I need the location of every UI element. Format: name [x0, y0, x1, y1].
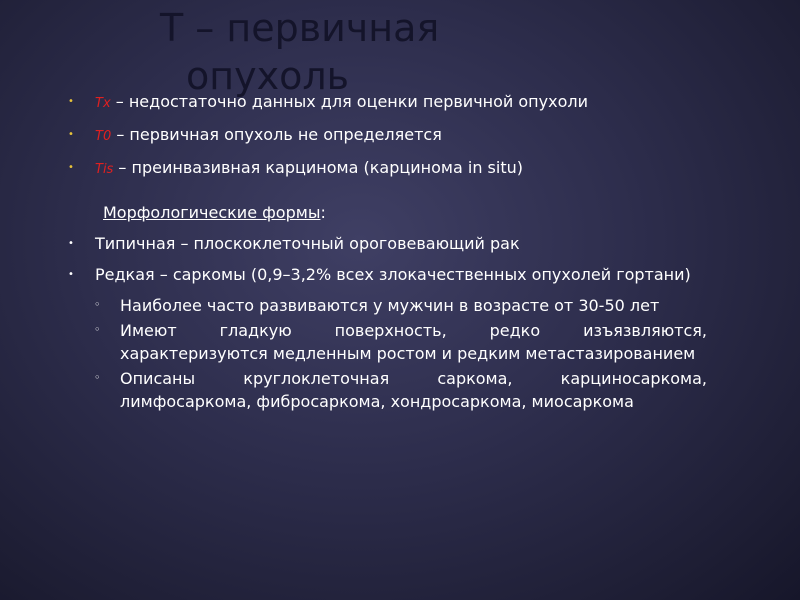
- item-text: – недостаточно данных для оценки первичной опухоли: [115, 92, 588, 111]
- circle-bullet-icon: ◦: [94, 323, 101, 336]
- list-item-t0: [66, 123, 707, 148]
- sub-item: [66, 319, 707, 365]
- term-label: Tx: [95, 96, 111, 111]
- item-text: Редкая – саркомы (0,9–3,2% всех злокачественных опухолей гортани): [95, 265, 691, 284]
- title-line-2: опухоль: [186, 54, 350, 98]
- morphology-heading-suffix: :: [320, 203, 326, 222]
- item-text: Типичная – плоскоклеточный ороговевающий рак: [95, 234, 520, 253]
- bullet-icon: •: [68, 238, 74, 249]
- term-label: Tis: [95, 162, 114, 177]
- bullet-icon: •: [68, 269, 74, 280]
- sub-item: [66, 294, 707, 317]
- bullet-icon: •: [68, 96, 74, 107]
- list-item-typical: [66, 232, 707, 255]
- list-item-rare: [66, 263, 707, 286]
- sub-item: [66, 367, 707, 413]
- slide-content: [66, 90, 707, 415]
- bullet-icon: •: [68, 129, 74, 140]
- item-text: – первичная опухоль не определяется: [116, 125, 442, 144]
- term-label: T0: [95, 129, 112, 144]
- list-item-tis: [66, 156, 707, 181]
- morphology-heading: [66, 201, 707, 224]
- morphology-heading-text: Морфологические формы: [103, 203, 321, 222]
- bullet-icon: •: [68, 162, 74, 173]
- title-line-1: Т – первичная: [160, 6, 440, 50]
- circle-bullet-icon: ◦: [94, 298, 101, 311]
- sub-item-text: Наиболее часто развиваются у мужчин в возрасте от 30-50 лет: [120, 296, 660, 315]
- item-text: – преинвазивная карцинома (карцинома in situ): [118, 158, 523, 177]
- sub-item-text: Имеют гладкую поверхность, редко изъязвляются, характеризуются медленным ростом и редким метастазированием: [120, 321, 707, 363]
- list-item-tx: [66, 90, 707, 115]
- slide-title: [160, 2, 580, 102]
- circle-bullet-icon: ◦: [94, 371, 101, 384]
- sub-item-text: Описаны круглоклеточная саркома, карциносаркома, лимфосаркома, фибросаркома, хондросаркома, миосаркома: [120, 369, 707, 411]
